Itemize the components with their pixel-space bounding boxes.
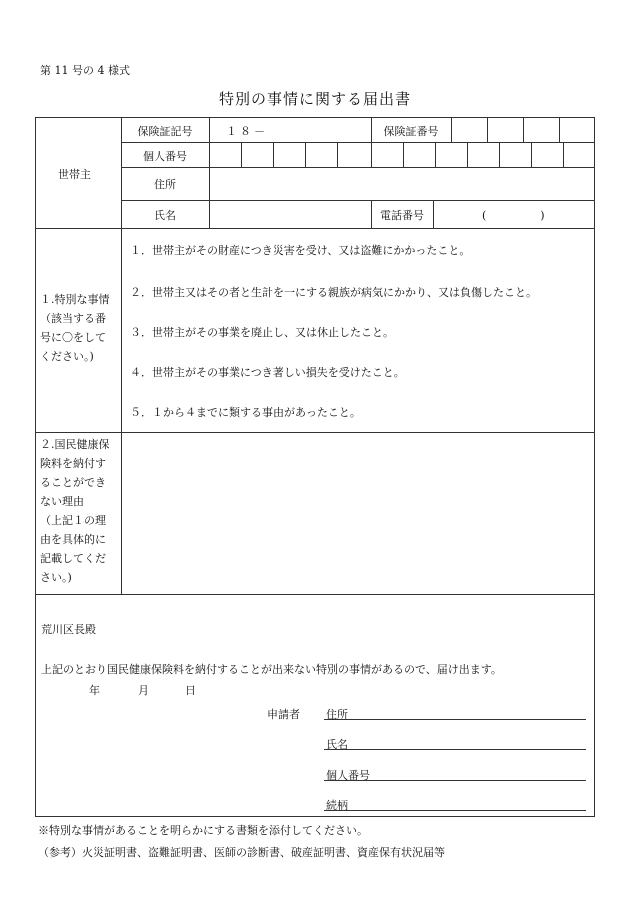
insurance-symbol-label: 保険証記号 [137,125,193,138]
applicant-personal-number-label: 個人番号 [326,769,370,782]
reason-label-line: ることができ [40,476,106,489]
applicant-address-line[interactable] [324,719,586,720]
applicant-relationship-label: 続柄 [326,799,348,812]
reason-label-line: ２.国民健康保 [40,438,110,451]
circumstance-option-3[interactable]: ３．世帯主がその事業を廃止し、又は休止したこと。 [130,326,394,339]
applicant-relationship-line[interactable] [324,810,586,811]
householder-label: 世帯主 [58,168,91,181]
addressee: 荒川区長殿 [41,623,96,636]
phone-field[interactable]: ( ) [482,209,547,222]
circumstances-label-line: ください。) [40,350,94,363]
insurance-symbol-value[interactable]: １８－ [226,125,268,138]
circumstance-option-1[interactable]: １．世帯主がその財産につき災害を受け、又は盗難にかかったこと。 [130,244,471,257]
page-title: 特別の事情に関する届出書 [218,90,411,108]
reason-label-line: 記載してくだ [40,552,106,565]
day-label[interactable]: 日 [185,684,196,697]
personal-number-label: 個人番号 [143,150,187,163]
reason-label-line: ない理由 [40,495,84,508]
year-label[interactable]: 年 [89,684,100,697]
applicant-address-label: 住所 [326,708,348,721]
declaration-statement: 上記のとおり国民健康保険料を納付することが出来ない特別の事情があるので、届け出ます。 [41,663,502,676]
circumstance-option-4[interactable]: ４．世帯主がその事業につき著しい損失を受けたこと。 [130,366,405,379]
applicant-name-line[interactable] [324,749,586,750]
reason-field[interactable] [126,436,586,588]
phone-label: 電話番号 [380,209,424,222]
circumstances-label-line: １.特別な事情 [40,293,110,306]
name-label: 氏名 [154,209,176,222]
circumstance-option-2[interactable]: ２．世帯主又はその者と生計を一にする親族が病気にかかり、又は負傷したこと。 [130,286,537,299]
reason-label-line: 険料を納付す [40,457,106,470]
form-frame [35,117,595,817]
insurance-number-label: 保険証番号 [383,125,439,138]
circumstance-option-5[interactable]: ５．１から４までに類する事由があったこと。 [130,406,361,419]
form-number: 第 11 号の 4 様式 [40,64,130,77]
applicant-label: 申請者 [267,708,300,721]
applicant-personal-number-line[interactable] [324,780,586,781]
attachment-note: ※特別な事情があることを明らかにする書類を添付してください。 [38,824,368,837]
reason-label-line: さい。) [40,571,72,584]
applicant-name-label: 氏名 [326,738,348,751]
reason-label-line: （上記１の理 [40,514,106,527]
address-label: 住所 [154,178,176,191]
circumstances-label-line: 号に〇をして [40,331,106,344]
month-label[interactable]: 月 [138,684,149,697]
reference-note: （参考）火災証明書、盗難証明書、医師の診断書、破産証明書、資産保有状況届等 [38,846,445,859]
circumstances-label-line: （該当する番 [40,312,106,325]
reason-label-line: 由を具体的に [40,533,106,546]
